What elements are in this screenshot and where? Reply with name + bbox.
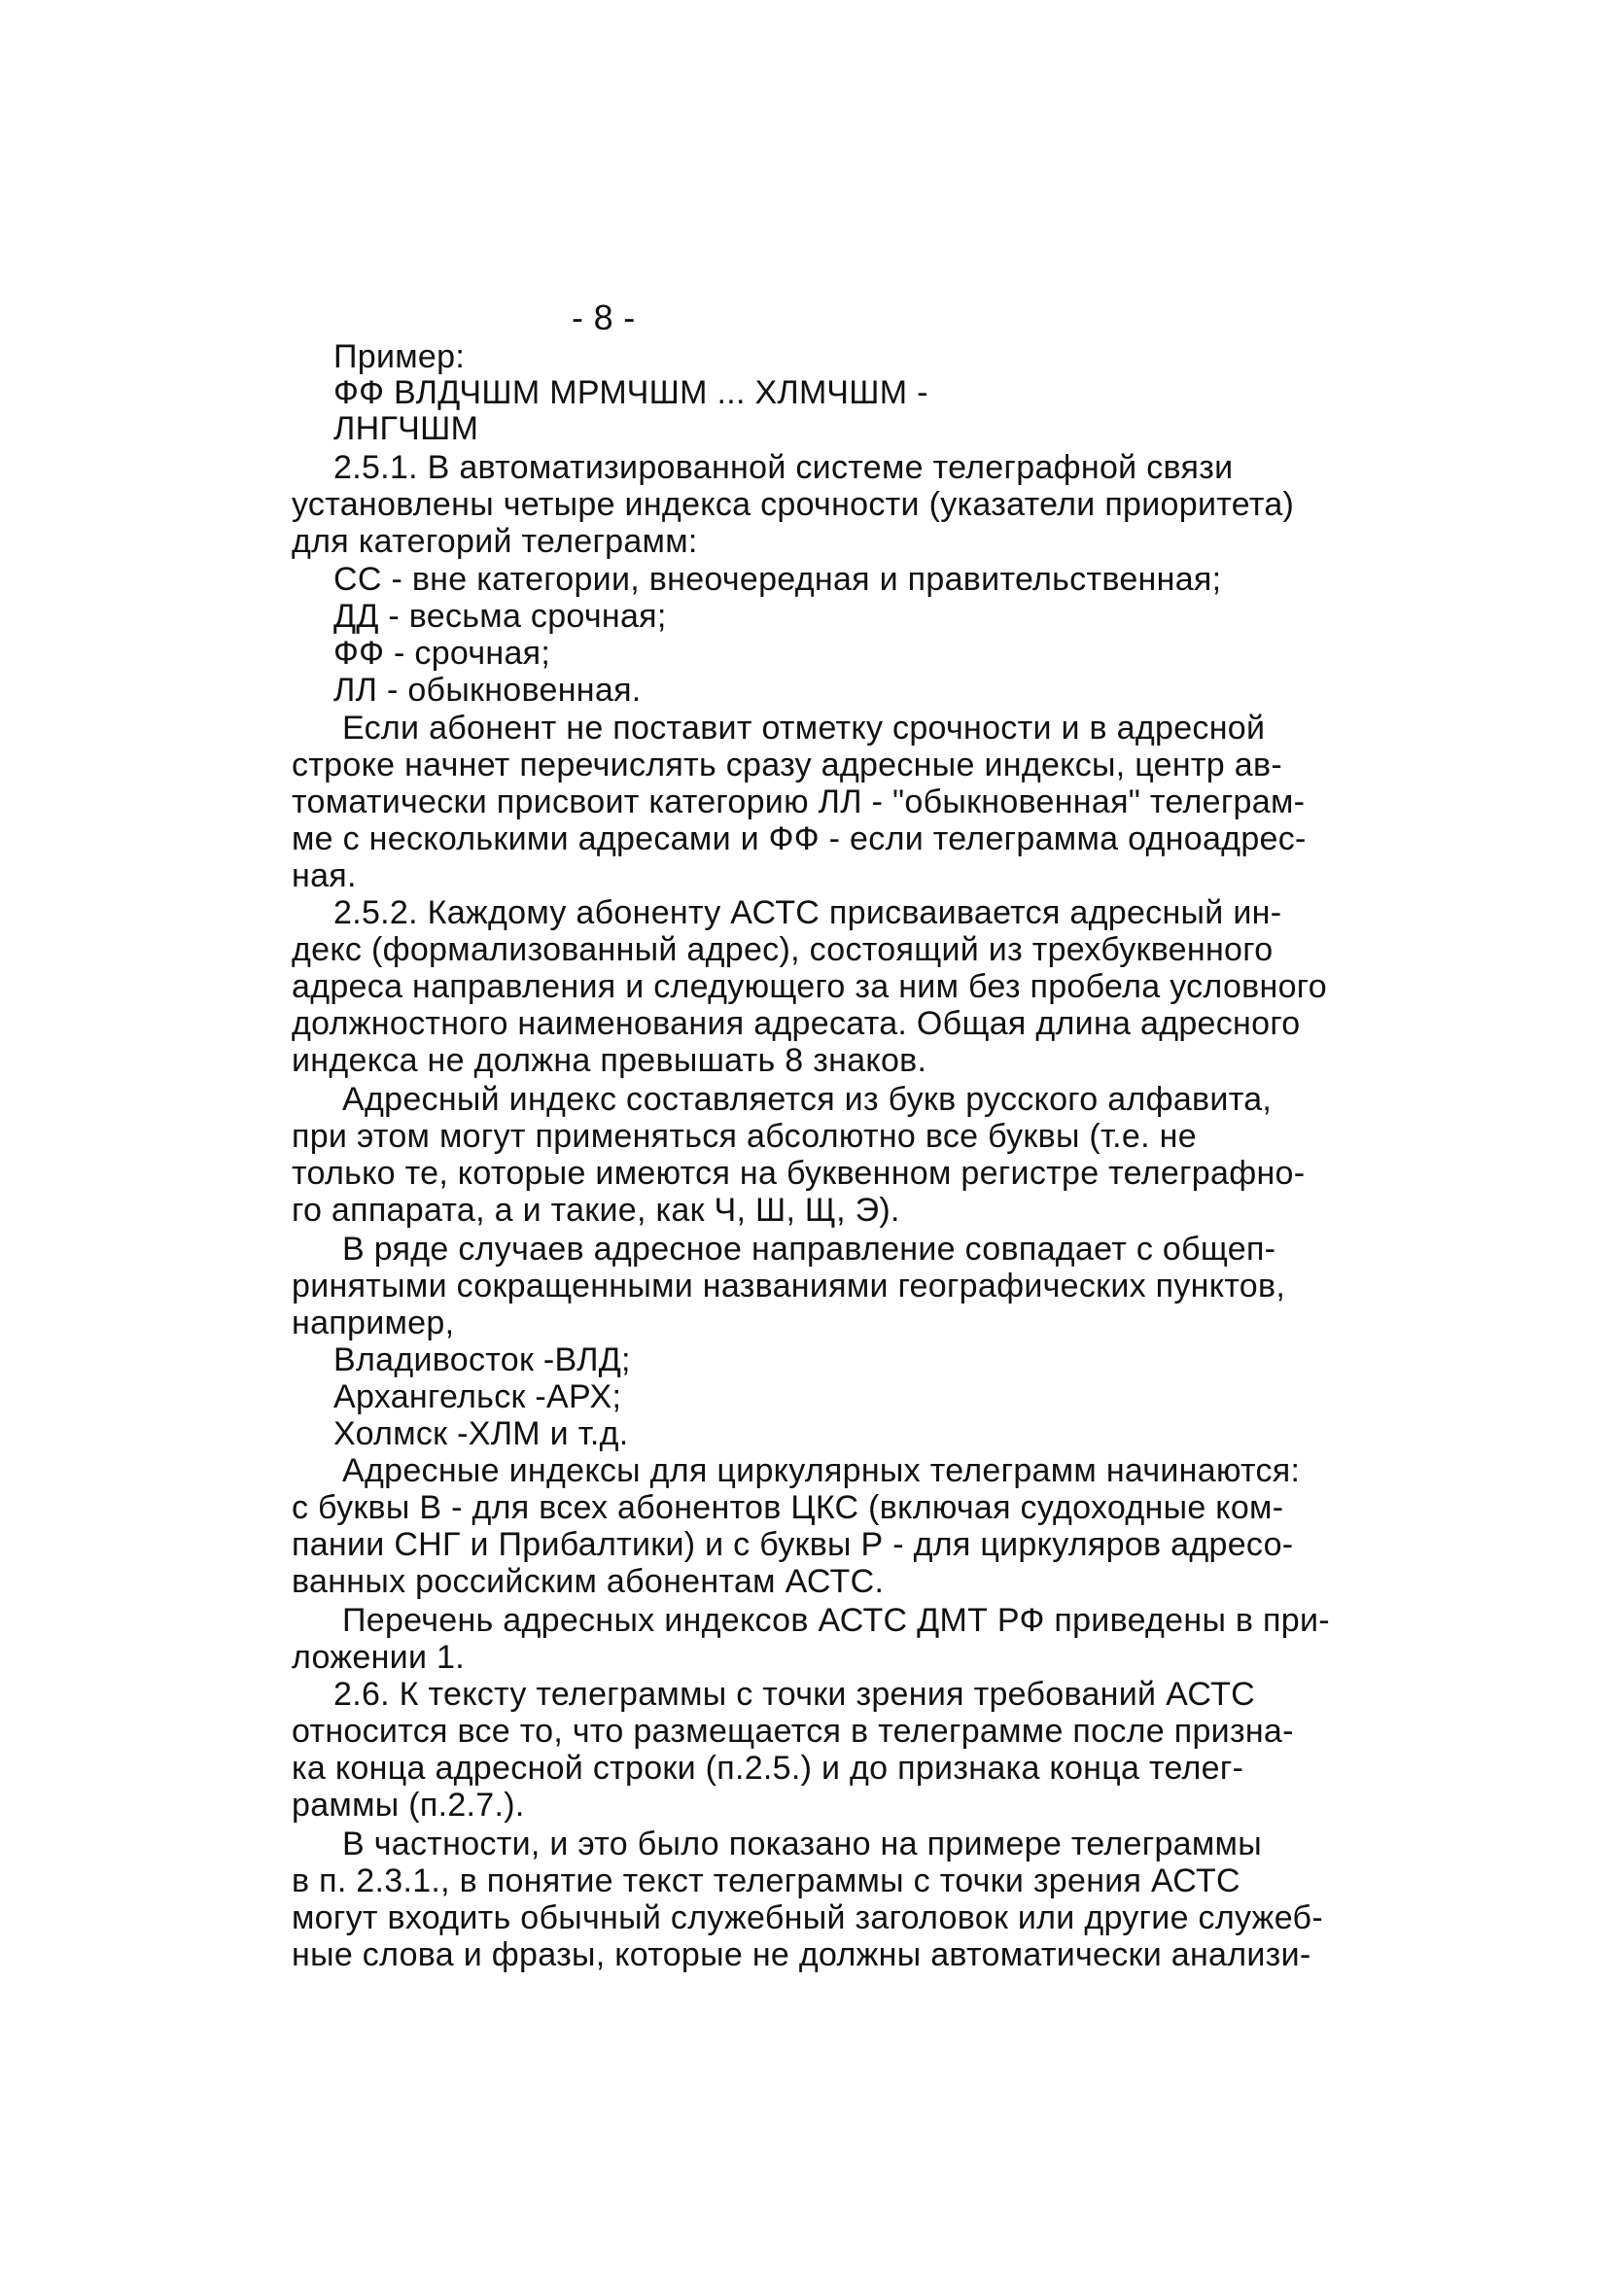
- example-label: Пример:: [333, 338, 466, 375]
- text-line: пании СНГ и Прибалтики) и с буквы Р - для циркуляров адресо-: [292, 1526, 1294, 1563]
- text-line: 2.5.2. Каждому абоненту АСТС присваивается адресный ин-: [333, 894, 1282, 931]
- text-line: раммы (п.2.7.).: [292, 1787, 525, 1824]
- text-line: ринятыми сокращенными названиями географических пунктов,: [292, 1268, 1286, 1305]
- text-line: ванных российским абонентам АСТС.: [292, 1563, 885, 1600]
- text-line: декс (формализованный адрес), состоящий из трехбуквенного: [292, 931, 1274, 968]
- geo-example: Холмск -ХЛМ и т.д.: [333, 1415, 629, 1452]
- text-line: например,: [292, 1305, 455, 1341]
- text-line: томатически присвоит категорию ЛЛ - "обыкновенная" телеграм-: [292, 783, 1306, 820]
- text-line: адреса направления и следующего за ним без пробела условного: [292, 968, 1327, 1005]
- geo-example: Владивосток -ВЛД;: [333, 1341, 631, 1378]
- text-line: индекса не должна превышать 8 знаков.: [292, 1042, 927, 1079]
- example-address-line: ЛНГЧШМ: [333, 410, 479, 447]
- page-number: - 8 -: [572, 297, 636, 337]
- text-line: в п. 2.3.1., в понятие текст телеграммы с точки зрения АСТС: [292, 1862, 1240, 1899]
- example-address-line: ФФ ВЛДЧШМ МРМЧШМ ... ХЛМЧШМ -: [333, 374, 928, 411]
- text-line: с буквы В - для всех абонентов ЦКС (включая судоходные ком-: [292, 1489, 1284, 1526]
- text-line: ме с несколькими адресами и ФФ - если телеграмма одноадрес-: [292, 820, 1307, 857]
- text-line: Перечень адресных индексов АСТС ДМТ РФ приведены в при-: [342, 1602, 1330, 1639]
- text-line: ные слова и фразы, которые не должны автоматически анализи-: [292, 1936, 1311, 1973]
- text-line: го аппарата, а и такие, как Ч, Ш, Щ, Э).: [292, 1192, 900, 1229]
- text-line: для категорий телеграмм:: [292, 523, 698, 560]
- text-line: ка конца адресной строки (п.2.5.) и до признака конца телег-: [292, 1750, 1244, 1787]
- category-item: ЛЛ - обыкновенная.: [333, 672, 642, 709]
- text-line: В ряде случаев адресное направление совпадает с общеп-: [342, 1231, 1276, 1268]
- text-line: Если абонент не поставит отметку срочности и в адресной: [342, 710, 1266, 747]
- text-line: могут входить обычный служебный заголовок или другие служеб-: [292, 1899, 1323, 1936]
- text-line: относится все то, что размещается в телеграмме после призна-: [292, 1713, 1294, 1750]
- text-line: при этом могут применяться абсолютно все буквы (т.е. не: [292, 1118, 1197, 1155]
- text-line: 2.5.1. В автоматизированной системе телеграфной связи: [333, 449, 1234, 486]
- text-line: только те, которые имеются на буквенном регистре телеграфно-: [292, 1155, 1306, 1192]
- text-line: должностного наименования адресата. Общая длина адресного: [292, 1005, 1301, 1042]
- text-line: ложении 1.: [292, 1639, 465, 1676]
- text-line: строке начнет перечислять сразу адресные индексы, центр ав-: [292, 747, 1282, 783]
- text-line: ная.: [292, 857, 357, 894]
- text-line: Адресные индексы для циркулярных телеграмм начинаются:: [342, 1452, 1301, 1489]
- category-item: СС - вне категории, внеочередная и правительственная;: [333, 561, 1222, 598]
- category-item: ДД - весьма срочная;: [333, 598, 667, 635]
- category-item: ФФ - срочная;: [333, 635, 551, 672]
- text-line: 2.6. К тексту телеграммы с точки зрения требований АСТС: [333, 1676, 1255, 1713]
- geo-example: Архангельск -АРХ;: [333, 1378, 622, 1415]
- text-line: установлены четыре индекса срочности (указатели приоритета): [292, 486, 1295, 523]
- text-line: В частности, и это было показано на примере телеграммы: [342, 1826, 1262, 1862]
- text-line: Адресный индекс составляется из букв русского алфавита,: [342, 1081, 1273, 1118]
